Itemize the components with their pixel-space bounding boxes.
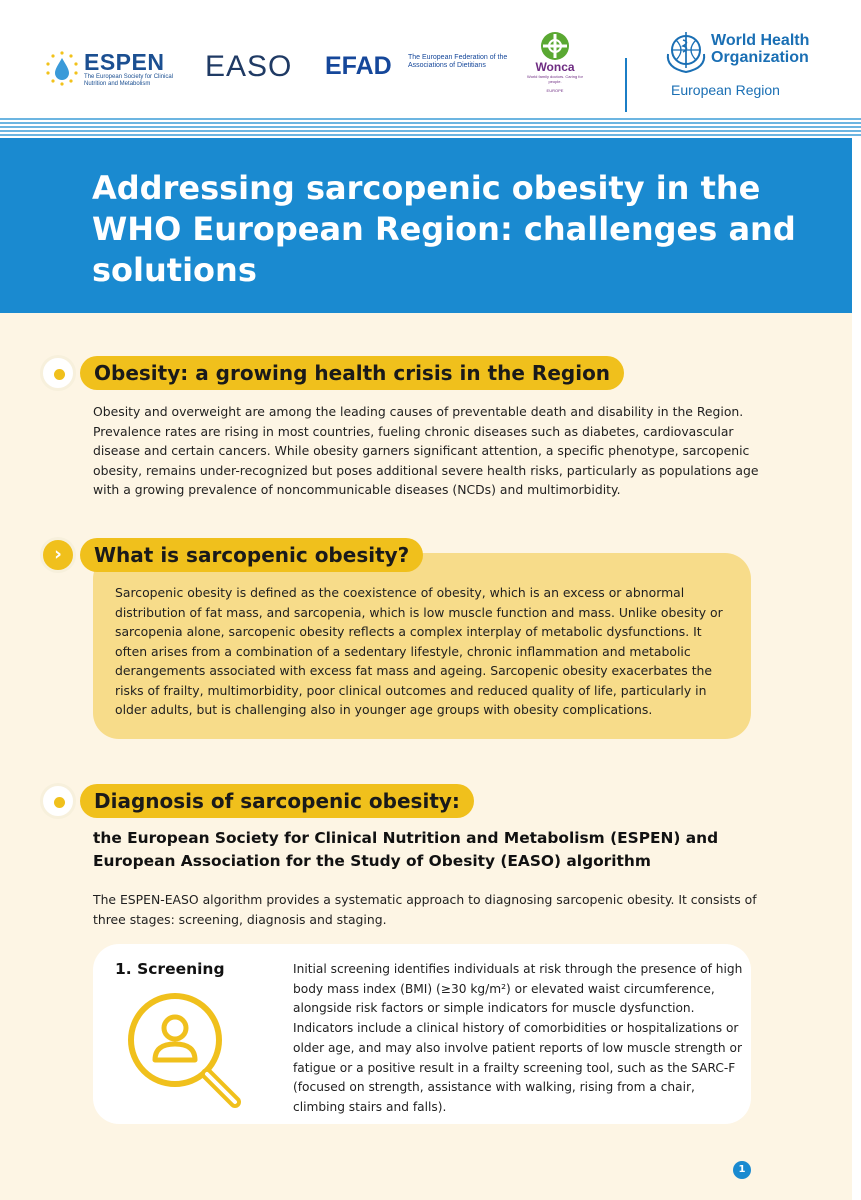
who-region: European Region xyxy=(671,82,780,98)
diagnosis-subheading: the European Society for Clinical Nutrition and Metabolism (ESPEN) and European Association for the Study of Obesity (EASO) algorithm xyxy=(93,829,719,870)
who-name-line1: World Health xyxy=(711,32,810,49)
title-banner xyxy=(0,138,852,313)
who-name xyxy=(711,32,809,66)
page-edge xyxy=(852,138,861,1200)
logo-divider xyxy=(625,58,627,112)
definition-box xyxy=(93,553,751,739)
logo-bar xyxy=(0,0,861,116)
who-emblem-icon xyxy=(663,28,709,76)
espen-logo xyxy=(44,48,174,88)
espen-drop-icon xyxy=(44,50,80,86)
screening-title: 1. Screening xyxy=(115,960,225,978)
efad-logo: EFAD xyxy=(325,52,392,80)
what-is-body: Sarcopenic obesity is defined as the coexistence of obesity, which is an excess or abnormal distribution of fat mass, and sarcopenia, which is low muscle function and mass. Unlike obesity or sarcopenia alone, sarcopenic obesity reflects a complex interplay of metabolic dysfunctions. It often arises from a combination of a sedentary lifestyle, chronic inflammation and metabolic derangements associated with excess fat mass and ageing. Sarcopenic obesity exacerbates the risks of frailty, multimorbidity, poor clinical outcomes and reduced quality of life, particularly in older adults, but is challenging also in younger age groups with obesity complications. xyxy=(115,585,723,717)
section-what-is-heading xyxy=(40,537,440,573)
espen-subtitle: The European Society for Clinical Nutrition and Metabolism xyxy=(84,74,174,87)
search-person-icon xyxy=(123,988,253,1114)
efad-subtitle: The European Federation of the Associations of Dietitians xyxy=(408,54,508,69)
wonca-logo xyxy=(520,30,590,94)
espen-name: ESPEN xyxy=(84,49,165,75)
screening-body: Initial screening identifies individuals at risk through the presence of high body mass index (BMI) (≥30 kg/m²) or elevated waist circumference, alongside risk factors or simple indicators for muscle dysfunction. Indicators include a clinical history of comorbidities or hospitalizations or older age, and may also involve patient reports of low muscle strength or fatigue or a positive result in a frailty screening tool, such as the SARC-F (focused on strength, assistance with walking, rising from a chair, climbing stairs and falls). xyxy=(293,962,743,1114)
who-logo xyxy=(663,28,843,108)
diagnosis-body: The ESPEN-EASO algorithm provides a systematic approach to diagnosing sarcopenic obesity. It consists of three stages: screening, diagnosis and staging. xyxy=(93,892,757,927)
wonca-name: Wonca xyxy=(535,60,575,74)
section-diagnosis-heading xyxy=(40,783,490,819)
header-stripes xyxy=(0,116,861,138)
easo-logo: EASO xyxy=(205,50,293,83)
wonca-region: EUROPE xyxy=(546,88,564,93)
section-heading-pill: Obesity: a growing health crisis in the Region xyxy=(80,356,624,390)
section-heading-pill: What is sarcopenic obesity? xyxy=(80,538,423,572)
chevron-right-icon: › xyxy=(40,537,76,573)
section-heading-pill: Diagnosis of sarcopenic obesity: xyxy=(80,784,474,818)
page-number: 1 xyxy=(733,1161,751,1179)
wonca-globe-icon xyxy=(538,30,572,62)
bullet-icon xyxy=(40,355,76,391)
page-title: Addressing sarcopenic obesity in the WHO European Region: challenges and solutions xyxy=(92,169,796,289)
section-obesity-heading xyxy=(40,355,640,391)
bullet-icon xyxy=(40,783,76,819)
screening-card xyxy=(93,944,751,1124)
who-name-line2: Organization xyxy=(711,49,809,66)
wonca-tagline: World family doctors. Caring for people. xyxy=(527,74,583,84)
obesity-body: Obesity and overweight are among the leading causes of preventable death and disability in the Region. Prevalence rates are rising in most countries, fueling chronic diseases such as diabetes, cardiovascular disease and certain cancers. While obesity garners significant attention, a specific phenotype, sarcopenic obesity, remains under-recognized but poses additional severe health risks, particularly as populations age with a growing prevalence of noncommunicable diseases (NCDs) and multimorbidity. xyxy=(93,404,759,497)
